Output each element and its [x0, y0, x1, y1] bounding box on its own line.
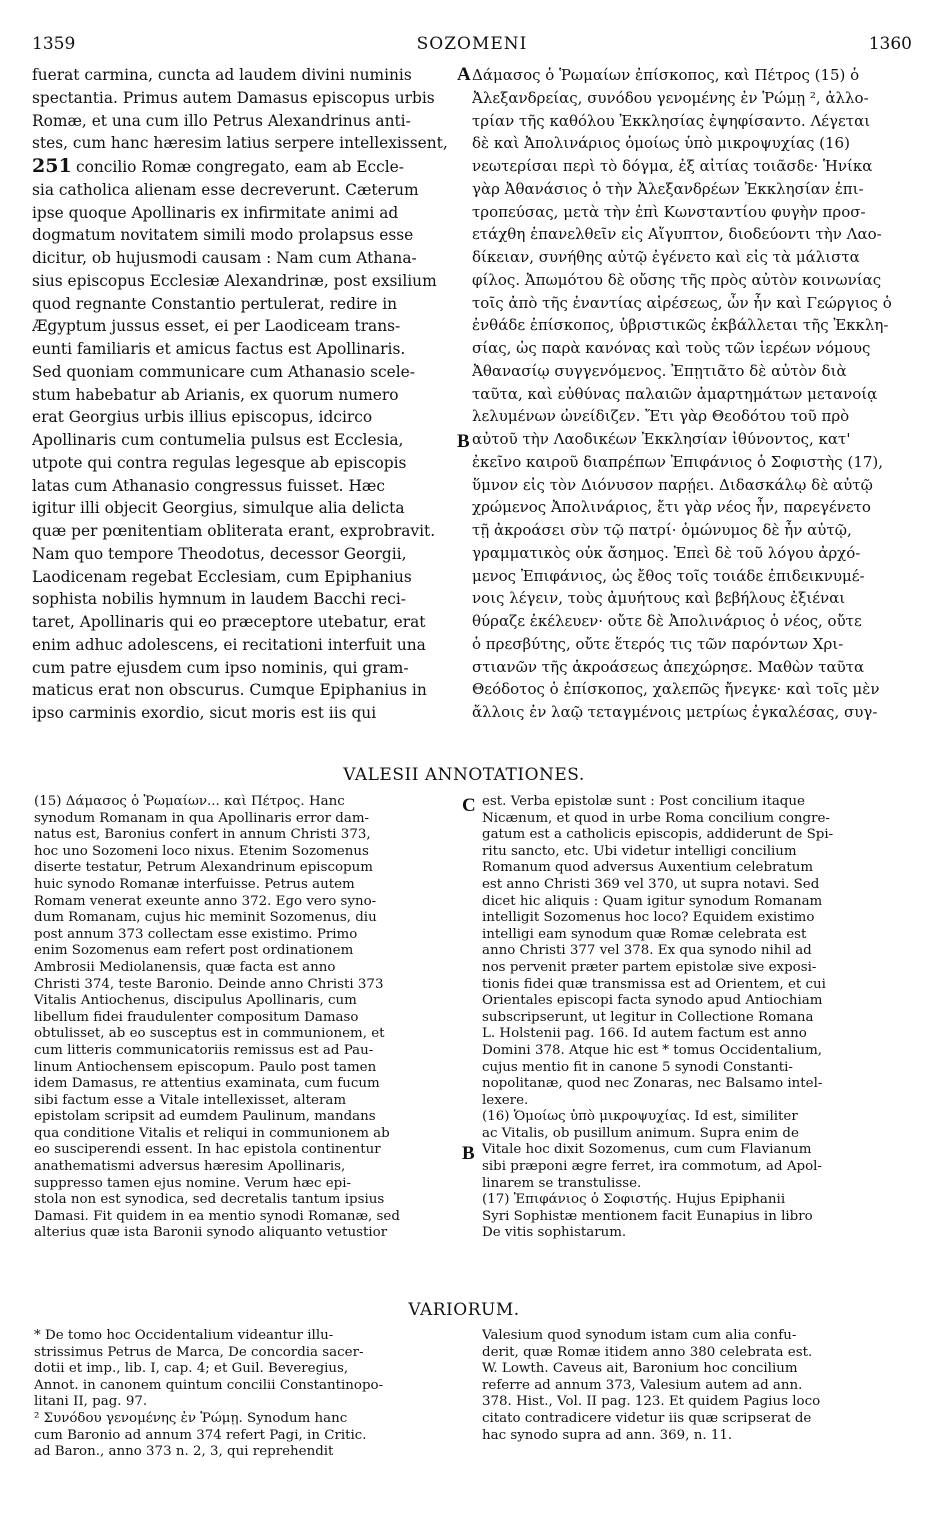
- annotation-line-text: sibi factum esse a Vitale intellexisset, alteram: [34, 1092, 347, 1108]
- annotation-line-text: Domini 378. Atque hic est * tomus Occidentalium,: [482, 1042, 823, 1058]
- variorum-line-text: cum Baronio ad annum 374 refert Pagi, in Critic.: [34, 1427, 367, 1443]
- greek-line-text: Ἀλεξανδρείας, συνόδου γενομένης ἐν Ῥώμῃ ², ἀλλο-: [472, 88, 869, 107]
- annotation-line-text: De vitis sophistarum.: [482, 1225, 627, 1241]
- annotation-line-text: Orientales episcopi facta synodo apud Antiochiam: [482, 993, 823, 1009]
- annotation-line: [482, 1126, 914, 1143]
- greek-line: [472, 337, 918, 360]
- latin-line: [32, 452, 459, 475]
- variorum-line: [34, 1328, 456, 1345]
- variorum-line: [482, 1345, 914, 1362]
- latin-line: [32, 224, 459, 247]
- latin-line-text: dogmatum novitatem simili modo prolapsus esse: [32, 226, 414, 245]
- page-number-left: 1359: [32, 34, 76, 54]
- greek-line-text: δὲ καὶ Ἀπολινάριος ὁμοίως ὑπὸ μικροψυχίας (16): [472, 134, 850, 153]
- greek-line-text: νοις λέγειν, τοὺς ἀμυήτους καὶ βεβήλους ἐξιέναι: [472, 589, 846, 608]
- variorum-line-text: ² Συνόδου γενομένης ἐν Ῥώμῃ. Synodum hanc: [34, 1410, 348, 1426]
- annotation-line: [482, 1010, 914, 1027]
- greek-line: [472, 155, 918, 178]
- annotation-line-text: (15) Δάμασος ὁ Ῥωμαίων... καὶ Πέτρος. Hanc: [34, 794, 345, 809]
- greek-line-text: ετάχθη ἐπανελθεῖν εἰς Αἴγυπτον, διοδεύοντι τὴν Λαο-: [472, 225, 882, 244]
- greek-line-text: σίας, ὡς παρὰ κανόνας καὶ τοὺς τῶν ἱερέων νόμους: [472, 339, 871, 357]
- annotation-line: [34, 1076, 456, 1093]
- annotation-line-text: ac Vitalis, ob pusillum animum. Supra enim de: [482, 1125, 799, 1141]
- annotation-line-text: diserte testatur, Petrum Alexandrinum episcopum: [34, 860, 373, 876]
- latin-line: [32, 87, 459, 110]
- greek-line: [472, 587, 918, 610]
- variorum-line-text: * De tomo hoc Occidentalium videantur illu-: [34, 1328, 334, 1343]
- annotation-line-text: est anno Christi 369 vel 370, ut supra notavi. Sed: [482, 876, 820, 892]
- annotation-line: [482, 860, 914, 877]
- variorum-right-column: [482, 1328, 914, 1444]
- annotation-line: [34, 1126, 456, 1143]
- greek-line: [472, 64, 918, 87]
- greek-line-text: τρίαν τῆς καθόλου Ἐκκλησίας ἐψηφίσαντο. Λέγεται: [472, 111, 871, 130]
- latin-line: [32, 634, 459, 657]
- annotation-line-text: stola non est synodica, sed decretalis tantum ipsius: [34, 1192, 385, 1208]
- annotations-left-column: [34, 794, 456, 1242]
- annotation-line: [482, 794, 914, 811]
- greek-line: [472, 360, 918, 383]
- latin-line-text: Nam quo tempore Theodotus, decessor Georgii,: [32, 544, 407, 563]
- latin-line: [32, 588, 459, 611]
- annotation-line: [34, 1142, 456, 1159]
- latin-line: [32, 679, 459, 702]
- running-title: SOZOMENI: [416, 34, 528, 54]
- annotation-line: [34, 894, 456, 911]
- annotation-line-text: dum Romanam, cujus hic meminit Sozomenus, diu: [34, 910, 377, 926]
- greek-line-text: δίκειαν, συνήθης αὐτῷ ἐγένετο καὶ εἰς τὰ μάλιστα: [472, 248, 860, 266]
- annotation-line: [34, 1093, 456, 1110]
- annotation-line: [482, 1176, 914, 1193]
- variorum-line: [34, 1411, 456, 1428]
- greek-line: [472, 519, 918, 542]
- annotation-line-text: Romanum quod adversus Auxentium celebratum: [482, 860, 814, 876]
- variorum-heading: VARIORUM.: [408, 1300, 520, 1320]
- annotation-line-text: natus est, Baronius confert in annum Christi 373,: [34, 827, 371, 843]
- greek-line-text: νεωτερίσαι περὶ τὸ δόγμα, ἐξ αἰτίας τοιᾶσδε· Ἡνίκα: [472, 157, 873, 175]
- variorum-line-text: Valesium quod synodum istam cum alia confu-: [482, 1328, 797, 1343]
- latin-line: [32, 475, 459, 498]
- variorum-line-text: ad Baron., anno 373 n. 2, 3, qui reprehendit: [34, 1444, 334, 1460]
- latin-line: [32, 384, 459, 407]
- annotation-line-text: cujus mentio fit in canone 5 synodi Constanti-: [482, 1059, 793, 1075]
- annotation-line: [34, 910, 456, 927]
- latin-line-text: sius episcopus Ecclesiæ Alexandrinæ, post exsilium: [32, 271, 437, 290]
- variorum-line: [482, 1328, 914, 1345]
- greek-line-text: Ἀθανασίῳ συγγενόμενος. Ἐπῃτιᾶτο δὲ αὐτὸν διὰ: [472, 361, 847, 380]
- annotation-line: [482, 827, 914, 844]
- latin-text-column: [32, 64, 459, 725]
- annotation-line: [482, 877, 914, 894]
- annotation-line-text: hoc uno Sozomeni loco nixus. Etenim Sozomenus: [34, 843, 369, 859]
- variorum-line-text: litani II, pag. 97.: [34, 1394, 148, 1410]
- latin-line: [32, 657, 459, 680]
- annotation-line-text: epistolam scripsit ad eumdem Paulinum, mandans: [34, 1109, 376, 1125]
- annotation-line: [34, 1043, 456, 1060]
- annotation-line: [34, 811, 456, 828]
- greek-line: [472, 201, 918, 224]
- greek-line-text: ταῦτα, καὶ εὐθύνας παλαιῶν ἁμαρτημάτων μετανοίᾳ: [472, 384, 878, 403]
- latin-line-text: Laodicenam regebat Ecclesiam, cum Epiphanius: [32, 567, 412, 586]
- annotation-line-text: Vitale hoc dixit Sozomenus, cum cum Flavianum: [482, 1142, 812, 1158]
- annotation-line-text: post annum 373 collectam esse existimo. Primo: [34, 926, 358, 942]
- annotation-line-text: tionis fidei quæ transmissa est ad Orientem, et cui: [482, 976, 826, 992]
- latin-line: [32, 293, 459, 316]
- annotation-line-text: anno Christi 377 vel 378. Ex qua synodo nihil ad: [482, 943, 812, 959]
- annotation-line-text: intelligit Sozomenus hoc loco? Equidem existimo: [482, 910, 815, 926]
- annotation-line-text: nopolitanæ, quod nec Zonaras, nec Balsamo intel-: [482, 1076, 823, 1092]
- variorum-line: [34, 1345, 456, 1362]
- variorum-line: [482, 1361, 914, 1378]
- latin-line-text: cum patre ejusdem cum ipso nominis, qui gram-: [32, 658, 409, 677]
- greek-line: [472, 132, 918, 155]
- annotation-line: [482, 977, 914, 994]
- annotation-line-text: Vitalis Antiochenus, discipulus Apollinaris, cum: [34, 993, 357, 1009]
- annotation-line: [34, 1192, 456, 1209]
- latin-line: [32, 270, 459, 293]
- annotation-line-text: Romam venerat exeunte anno 372. Ego vero syno-: [34, 893, 377, 909]
- annotation-line-text: est. Verba epistolæ sunt : Post concilium itaque: [482, 794, 805, 809]
- annotation-line-text: obtulisset, ab eo susceptus est in communionem, et: [34, 1026, 385, 1042]
- greek-line: [472, 542, 918, 565]
- annotation-line: [34, 1010, 456, 1027]
- latin-line: [32, 566, 459, 589]
- latin-line-text: Romæ, et una cum illo Petrus Alexandrinus anti-: [32, 111, 411, 130]
- greek-line: [472, 565, 918, 588]
- latin-line-text: sophista nobilis hymnum in laudem Bacchi reci-: [32, 590, 406, 609]
- margin-mark-b-notes: B: [462, 1143, 475, 1164]
- variorum-line-text: strissimus Petrus de Marca, De concordia sacer-: [34, 1344, 364, 1360]
- greek-line: [472, 292, 918, 315]
- greek-line-text: Θεόδοτος ὁ ἐπίσκοπος, χαλεπῶς ἤνεγκε· καὶ τοῖς μὲν: [472, 680, 880, 699]
- annotations-right-column: [482, 794, 914, 1242]
- annotation-line: [482, 1209, 914, 1226]
- greek-line-text: λελυμένων ὠνείδιζεν. Ἔτι γὰρ Θεοδότου τοῦ πρὸ: [472, 407, 850, 426]
- annotation-line-text: subscripserunt, ut legitur in Collectione Romana: [482, 1009, 814, 1025]
- annotation-line-text: libellum fidei fraudulenter compositum Damaso: [34, 1009, 359, 1025]
- latin-line-text: dicitur, ob hujusmodi causam : Nam cum Athana-: [32, 249, 417, 267]
- greek-line-text: τῇ ἀκροάσει σὺν τῷ πατρί· ὁμώνυμος δὲ ἦν αὐτῷ,: [472, 521, 852, 539]
- annotation-line: [482, 1026, 914, 1043]
- greek-line: [472, 656, 918, 679]
- greek-line: [472, 428, 918, 451]
- latin-line: [32, 406, 459, 429]
- annotation-line-text: Syri Sophistæ mentionem facit Eunapius in libro: [482, 1208, 813, 1224]
- latin-line-text: quæ per pœnitentiam obliterata erant, exprobravit.: [32, 522, 436, 540]
- annotation-line: [34, 1176, 456, 1193]
- latin-line-text: stes, cum hanc hæresim latius serpere intellexissent,: [32, 134, 448, 153]
- latin-line-text: fuerat carmina, cuncta ad laudem divini numinis: [32, 66, 412, 84]
- variorum-line: [482, 1394, 914, 1411]
- annotation-line: [34, 1159, 456, 1176]
- latin-line-text: maticus erat non obscurus. Cumque Epiphanius in: [32, 681, 427, 700]
- variorum-line-text: W. Lowth. Caveus ait, Baronium hoc concilium: [482, 1361, 798, 1377]
- variorum-line: [34, 1394, 456, 1411]
- greek-line-text: χρώμενος Ἀπολινάριος, ἔτι γὰρ νέος ἦν, παρεγένετο: [472, 498, 871, 517]
- greek-line: [472, 110, 918, 133]
- annotation-line: [34, 960, 456, 977]
- latin-line: [32, 247, 459, 270]
- latin-line: [32, 611, 459, 634]
- greek-line-text: γραμματικὸς οὐκ ἄσημος. Ἐπεὶ δὲ τοῦ λόγου ἀρχό-: [472, 543, 861, 562]
- annotation-line: [482, 1076, 914, 1093]
- latin-line-text: Ægyptum jussus esset, ei per Laodiceam trans-: [32, 317, 401, 336]
- annotation-line: [34, 1109, 456, 1126]
- latin-line: [32, 110, 459, 133]
- greek-line: [472, 383, 918, 406]
- annotation-line: [482, 844, 914, 861]
- latin-line: [32, 497, 459, 520]
- annotation-line-text: huic synodo Romanæ interfuisse. Petrus autem: [34, 876, 355, 892]
- latin-line-text: latas cum Athanasio congressus fuisset. Hæc: [32, 476, 385, 495]
- latin-line: [32, 361, 459, 384]
- annotation-line: [34, 1026, 456, 1043]
- annotation-line-text: intelligi eam synodum quæ Romæ celebrata est: [482, 926, 807, 942]
- annotation-line-text: (17) Ἐπιφάνιος ὁ Σοφιστής. Hujus Epiphanii: [482, 1192, 786, 1208]
- variorum-line-text: 378. Hist., Vol. II pag. 123. Et quidem Pagius loco: [482, 1394, 821, 1410]
- annotations-heading: VALESII ANNOTATIONES.: [343, 765, 585, 785]
- annotation-line: [34, 993, 456, 1010]
- greek-line: [472, 178, 918, 201]
- annotation-line: [482, 943, 914, 960]
- variorum-left-column: [34, 1328, 456, 1461]
- latin-line-text: enim adhuc adolescens, ei recitationi interfuit una: [32, 635, 426, 654]
- latin-line-text: taret, Apollinaris qui eo præceptore utebatur, erat: [32, 613, 426, 631]
- annotation-line-text: Christi 374, teste Baronio. Deinde anno Christi 373: [34, 976, 384, 992]
- annotation-line-text: gatum est a catholicis episcopis, addiderunt de Spi-: [482, 827, 834, 843]
- latin-line-text: sia catholica alienam esse decreverunt. Cæterum: [32, 180, 419, 199]
- annotation-line-text: Nicænum, et quod in urbe Roma concilium congre-: [482, 810, 830, 826]
- annotation-line: [34, 927, 456, 944]
- variorum-line: [482, 1428, 914, 1445]
- greek-line: [472, 678, 918, 701]
- greek-line-text: ἐνθάδε ἐπίσκοπος, ὑβριστικῶς ἐκβάλλεται τῆς Ἐκκλη-: [472, 316, 889, 335]
- annotation-line: [482, 1142, 914, 1159]
- greek-line: [472, 701, 918, 724]
- annotation-line: [34, 1209, 456, 1226]
- latin-line-text: igitur illi objecit Georgius, simulque alia delicta: [32, 499, 405, 518]
- latin-line-text: concilio Romæ congregato, eam ab Eccle-: [76, 158, 404, 176]
- annotation-line-text: cum litteris communicatoriis remissus est ad Pau-: [34, 1042, 374, 1058]
- latin-line-text: Sed quoniam communicare cum Athanasio scele-: [32, 362, 415, 381]
- greek-text-column: [472, 64, 918, 724]
- latin-line-text: spectantia. Primus autem Damasus episcopus urbis: [32, 88, 435, 107]
- annotation-line: [482, 927, 914, 944]
- latin-line: [32, 155, 459, 179]
- margin-mark-a: A: [457, 64, 471, 85]
- latin-line: [32, 64, 459, 87]
- annotation-line-text: Ambrosii Mediolanensis, quæ facta est anno: [34, 959, 336, 975]
- annotation-line: [482, 1043, 914, 1060]
- variorum-line: [34, 1428, 456, 1445]
- annotation-line: [482, 1093, 914, 1110]
- variorum-line: [482, 1411, 914, 1428]
- greek-line-text: γὰρ Ἀθανάσιος ὁ τὴν Ἀλεξανδρέων Ἐκκλησίαν ἐπι-: [472, 179, 864, 198]
- greek-line-text: στιανῶν τῆς ἀκροάσεως ἀπεχώρησε. Μαθὼν ταῦτα: [472, 657, 865, 676]
- annotation-line-text: enim Sozomenus eam refert post ordinationem: [34, 943, 354, 959]
- annotation-line: [482, 1060, 914, 1077]
- variorum-line: [34, 1444, 456, 1461]
- annotation-line-text: qua conditione Vitalis et reliqui in communionem ab: [34, 1125, 390, 1141]
- annotation-line: [34, 827, 456, 844]
- latin-line-text: quod regnante Constantio pertulerat, redire in: [32, 294, 398, 313]
- annotation-line: [34, 860, 456, 877]
- annotation-line: [34, 1225, 456, 1242]
- annotation-line-text: idem Damasus, re attentius examinata, cum fucum: [34, 1076, 380, 1092]
- margin-line-number: 251: [32, 155, 72, 177]
- annotation-line-text: nos pervenit præter partem epistolæ sive exposi-: [482, 959, 817, 975]
- annotation-line: [34, 794, 456, 811]
- margin-mark-c: C: [462, 795, 476, 816]
- annotation-line-text: eo susciperendi essent. In hac epistola continentur: [34, 1142, 381, 1158]
- annotation-line-text: alterius quæ ista Baronii synodo aliquanto vetustior: [34, 1225, 388, 1241]
- greek-line-text: μενος Ἐπιφάνιος, ὡς ἔθος τοῖς τοιάδε ἐπιδεικνυμέ-: [472, 566, 865, 585]
- annotation-line-text: sibi præponi ægre ferret, ira commotum, ad Apol-: [482, 1159, 822, 1175]
- latin-line-text: erat Georgius urbis illius episcopus, idcirco: [32, 408, 373, 427]
- annotation-line-text: synodum Romanam in qua Apollinaris error dam-: [34, 810, 370, 826]
- annotation-line: [34, 1060, 456, 1077]
- latin-line-text: stum habebatur ab Arianis, ex quorum numero: [32, 385, 399, 404]
- latin-line: [32, 702, 459, 725]
- greek-line: [472, 314, 918, 337]
- annotation-line: [34, 844, 456, 861]
- greek-line: [472, 223, 918, 246]
- greek-line: [472, 405, 918, 428]
- annotation-line-text: anathematismi adversus hæresim Apollinaris,: [34, 1159, 346, 1175]
- annotation-line-text: linarem se transtulisse.: [482, 1175, 642, 1191]
- annotation-line-text: dicet hic aliquis : Quam igitur synodum Romanam: [482, 893, 823, 909]
- page-header: [32, 34, 912, 58]
- greek-line-text: φίλος. Ἀπωμότου δὲ οὔσης τῆς πρὸς αὐτὸν κοινωνίας: [472, 270, 882, 289]
- variorum-line-text: derit, quæ Romæ itidem anno 380 celebrata est.: [482, 1344, 813, 1360]
- variorum-line-text: hac synodo supra ad ann. 369, n. 11.: [482, 1427, 733, 1443]
- greek-line-text: τοῖς ἀπὸ τῆς ἐναντίας αἱρέσεως, ὧν ἦν καὶ Γεώργιος ὁ: [472, 293, 892, 312]
- latin-line-text: Apollinaris cum contumelia pulsus est Ecclesia,: [32, 431, 404, 449]
- page-number-right: 1360: [868, 34, 912, 54]
- variorum-line-text: citato contradicere videtur iis quæ scripserat de: [482, 1410, 812, 1426]
- annotation-line: [482, 1159, 914, 1176]
- variorum-line-text: dotii et imp., lib. I, cap. 4; et Guil. Beveregius,: [34, 1361, 349, 1377]
- greek-line-text: τροπεύσας, μετὰ τὴν ἐπὶ Κωνσταντίου φυγὴν προσ-: [472, 202, 866, 221]
- latin-line: [32, 338, 459, 361]
- greek-line: [472, 610, 918, 633]
- latin-line: [32, 315, 459, 338]
- annotation-line: [482, 811, 914, 828]
- variorum-line: [34, 1378, 456, 1395]
- greek-line: [472, 269, 918, 292]
- latin-line: [32, 132, 459, 155]
- variorum-line-text: Annot. in canonem quintum concilii Constantinopo-: [34, 1377, 384, 1393]
- annotation-line: [482, 993, 914, 1010]
- greek-line-text: Δάμασος ὁ Ῥωμαίων ἐπίσκοπος, καὶ Πέτρος (15) ὁ: [472, 66, 860, 84]
- annotation-line: [482, 960, 914, 977]
- annotation-line: [34, 877, 456, 894]
- annotation-line-text: ritu sancto, etc. Ubi videtur intelligi concilium: [482, 843, 797, 859]
- latin-line: [32, 179, 459, 202]
- greek-line: [472, 87, 918, 110]
- annotation-line-text: suppresso tamen ejus nomine. Verum hæc epi-: [34, 1175, 352, 1191]
- annotation-line-text: (16) Ὁμοίως ὑπὸ μικροψυχίας. Id est, similiter: [482, 1109, 798, 1125]
- latin-line-text: ipso carminis exordio, sicut moris est iis qui: [32, 704, 377, 722]
- latin-line: [32, 429, 459, 452]
- variorum-line-text: referre ad annum 373, Valesium autem ad ann.: [482, 1377, 803, 1393]
- annotation-line: [482, 910, 914, 927]
- annotation-line-text: L. Holstenii pag. 166. Id autem factum est anno: [482, 1026, 807, 1042]
- greek-line: [472, 633, 918, 656]
- variorum-line: [34, 1361, 456, 1378]
- annotation-line: [482, 1192, 914, 1209]
- latin-line-text: eunti familiaris et amicus factus est Apollinaris.: [32, 340, 406, 358]
- greek-line: [472, 451, 918, 474]
- greek-line-text: ἄλλοις ἐν λαῷ τεταγμένοις μετρίως ἐγκαλέσας, συγ-: [472, 703, 878, 721]
- greek-line-text: ὕμνον εἰς τὸν Διόνυσον παρῄει. Διδασκάλῳ δὲ αὐτῷ: [472, 475, 873, 494]
- annotation-line-text: lexere.: [482, 1092, 529, 1108]
- greek-line: [472, 474, 918, 497]
- annotation-line: [482, 894, 914, 911]
- latin-line: [32, 520, 459, 543]
- latin-line-text: utpote qui contra regulas legesque ab episcopis: [32, 453, 407, 472]
- variorum-line: [482, 1378, 914, 1395]
- greek-line-text: ἐκεῖνο καιροῦ διαπρέπων Ἐπιφάνιος ὁ Σοφιστὴς (17),: [472, 452, 884, 471]
- annotation-line: [482, 1225, 914, 1242]
- annotation-line: [482, 1109, 914, 1126]
- latin-line-text: ipse quoque Apollinaris ex infirmitate animi ad: [32, 203, 399, 222]
- greek-line-text: ὁ πρεσβύτης, οὔτε ἕτερός τις τῶν παρόντων Χρι-: [472, 634, 844, 653]
- latin-line: [32, 543, 459, 566]
- greek-line: [472, 246, 918, 269]
- margin-mark-b: B: [457, 431, 470, 452]
- annotation-line: [34, 943, 456, 960]
- latin-line: [32, 202, 459, 225]
- greek-line: [472, 496, 918, 519]
- greek-line-text: θύραζε ἐκέλευεν· οὔτε δὲ Ἀπολινάριος ὁ νέος, οὔτε: [472, 612, 862, 630]
- annotation-line-text: Damasi. Fit quidem in ea mentio synodi Romanæ, sed: [34, 1208, 400, 1224]
- greek-line-text: αὐτοῦ τὴν Λαοδικέων Ἐκκλησίαν ἰθύνοντος, κατ': [472, 430, 851, 448]
- annotation-line: [34, 977, 456, 994]
- annotation-line-text: linum Antiochensem episcopum. Paulo post tamen: [34, 1059, 377, 1075]
